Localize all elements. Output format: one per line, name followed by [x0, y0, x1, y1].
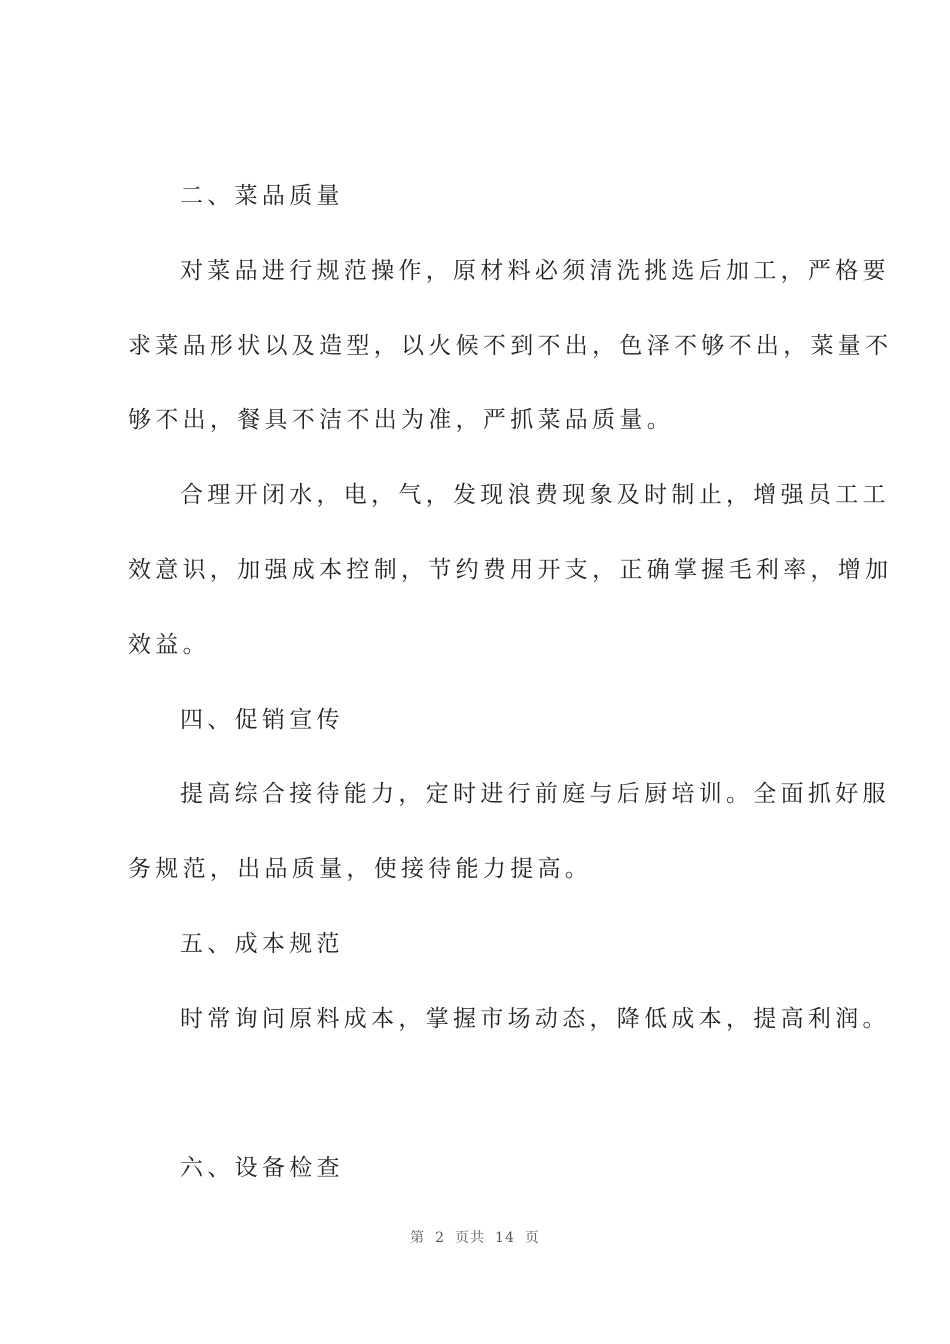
paragraph-line: 提高综合接待能力，定时进行前庭与后厨培训。全面抓好服: [180, 781, 890, 807]
footer-suffix: 页: [524, 1230, 540, 1246]
paragraph-line: 效益。: [128, 632, 210, 658]
paragraph-line: 效意识，加强成本控制，节约费用开支，正确掌握毛利率，增加: [128, 557, 893, 583]
footer-middle: 页共: [455, 1230, 486, 1246]
paragraph-line: 够不出，餐具不洁不出为准，严抓菜品质量。: [128, 407, 674, 433]
heading-dish-quality: 二、菜品质量: [180, 183, 344, 209]
heading-cost-standard: 五、成本规范: [180, 931, 344, 957]
footer-total-pages: 14: [495, 1230, 515, 1246]
heading-promotion: 四、促销宣传: [180, 707, 344, 733]
footer-prefix: 第: [410, 1230, 426, 1246]
paragraph-line: 求菜品形状以及造型，以火候不到不出，色泽不够不出，菜量不: [128, 333, 893, 359]
paragraph-line: 时常询问原料成本，掌握市场动态，降低成本，提高利润。: [180, 1006, 890, 1032]
paragraph-line: 对菜品进行规范操作，原材料必须清洗挑选后加工，严格要: [180, 258, 890, 284]
heading-equipment-check: 六、设备检查: [180, 1155, 344, 1181]
paragraph-line: 合理开闭水，电，气，发现浪费现象及时制止，增强员工工: [180, 482, 890, 508]
footer-current-page: 2: [435, 1230, 446, 1246]
page-footer: [0, 1228, 950, 1248]
paragraph-line: 务规范，出品质量，使接待能力提高。: [128, 856, 593, 882]
